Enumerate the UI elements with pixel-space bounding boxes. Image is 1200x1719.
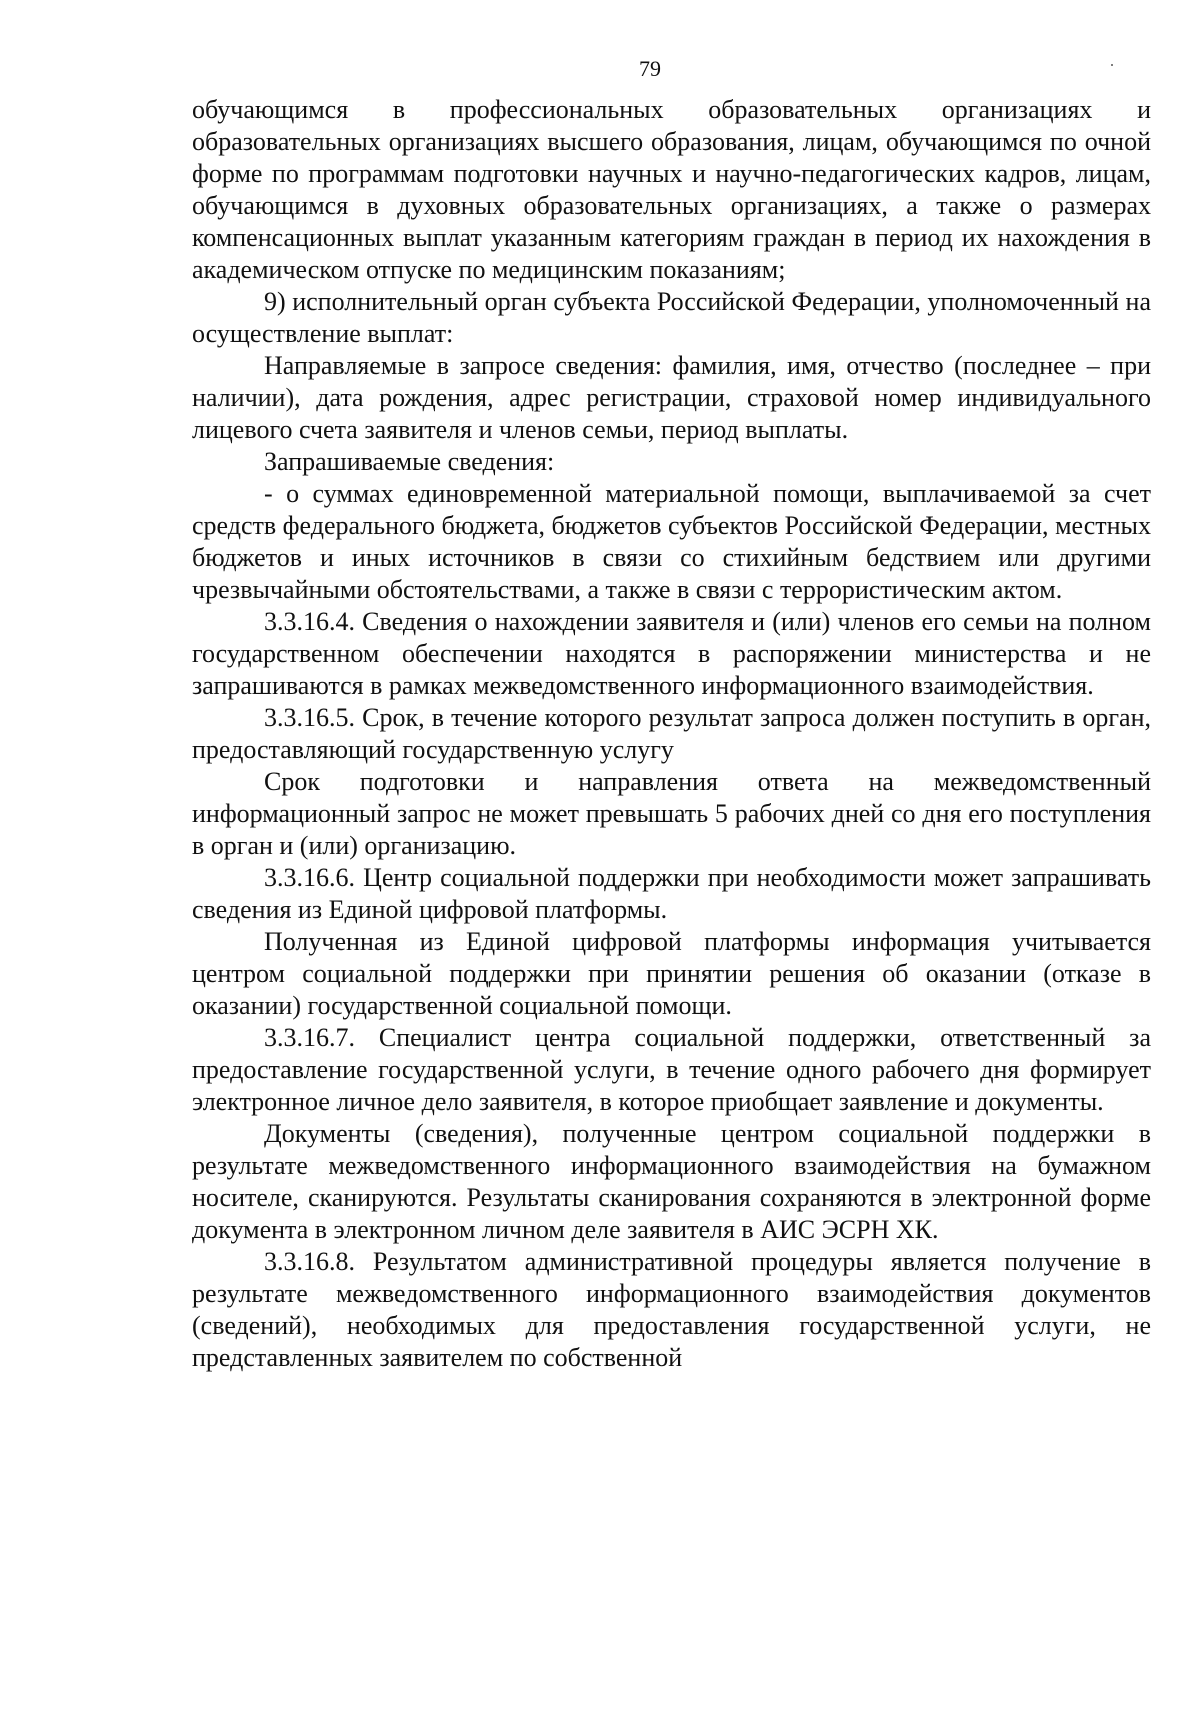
paragraph-scanned-documents: Документы (сведения), полученные центром социальной поддержки в результате межведомственного информационного взаимодействия на бумажном носителе, сканируются. Результаты сканирования сохраняются в электронной форме документа в электронном личном деле заявителя в АИС ЭСРН ХК. [192, 1119, 1151, 1244]
paragraph-3-3-16-5: 3.3.16.5. Срок, в течение которого результат запроса должен поступить в орган, предоставляющий государственную услугу [192, 703, 1151, 764]
paragraph-requested-info-item: - о суммах единовременной материальной помощи, выплачиваемой за счет средств федерального бюджета, бюджетов субъектов Российской Федерации, местных бюджетов и иных источников в связи со стихийным бедствием или другими чрезвычайными обстоятельствами, а также в связи с террористическим актом. [192, 479, 1151, 604]
scan-speck [1111, 64, 1113, 66]
paragraph-item-9: 9) исполнительный орган субъекта Российской Федерации, уполномоченный на осуществление выплат: [192, 287, 1151, 348]
paragraph-3-3-16-8: 3.3.16.8. Результатом административной процедуры является получение в результате межведомственного информационного взаимодействия документов (сведений), необходимых для предоставления государственной услуги, не представленных заявителем по собственной [192, 1247, 1151, 1372]
paragraph-3-3-16-4: 3.3.16.4. Сведения о нахождении заявителя и (или) членов его семьи на полном государственном обеспечении находятся в распоряжении министерства и не запрашиваются в рамках межведомственного информационного взаимодействия. [192, 607, 1151, 700]
paragraph-sent-info: Направляемые в запросе сведения: фамилия, имя, отчество (последнее – при наличии), дата рождения, адрес регистрации, страховой номер индивидуального лицевого счета заявителя и членов семьи, период выплаты. [192, 351, 1151, 444]
paragraph-3-3-16-7: 3.3.16.7. Специалист центра социальной поддержки, ответственный за предоставление государственной услуги, в течение одного рабочего дня формирует электронное личное дело заявителя, в которое приобщает заявление и документы. [192, 1023, 1151, 1116]
paragraph-requested-info-heading: Запрашиваемые сведения: [264, 447, 555, 476]
document-body [192, 94, 1151, 1374]
paragraph-platform-info: Полученная из Единой цифровой платформы информация учитывается центром социальной поддержки при принятии решения об оказании (отказе в оказании) государственной социальной помощи. [192, 927, 1151, 1020]
paragraph-3-3-16-6: 3.3.16.6. Центр социальной поддержки при необходимости может запрашивать сведения из Единой цифровой платформы. [192, 863, 1151, 924]
paragraph-response-deadline: Срок подготовки и направления ответа на межведомственный информационный запрос не может превышать 5 рабочих дней со дня его поступления в орган и (или) организацию. [192, 767, 1151, 860]
paragraph-continuation: обучающимся в профессиональных образовательных организациях и образовательных организациях высшего образования, лицам, обучающимся по очной форме по программам подготовки научных и научно-педагогических кадров, лицам, обучающимся в духовных образовательных организациях, а также о размерах компенсационных выплат указанным категориям граждан в период их нахождения в академическом отпуске по медицинским показаниям; [192, 95, 1151, 284]
page-number: 79 [639, 56, 661, 81]
